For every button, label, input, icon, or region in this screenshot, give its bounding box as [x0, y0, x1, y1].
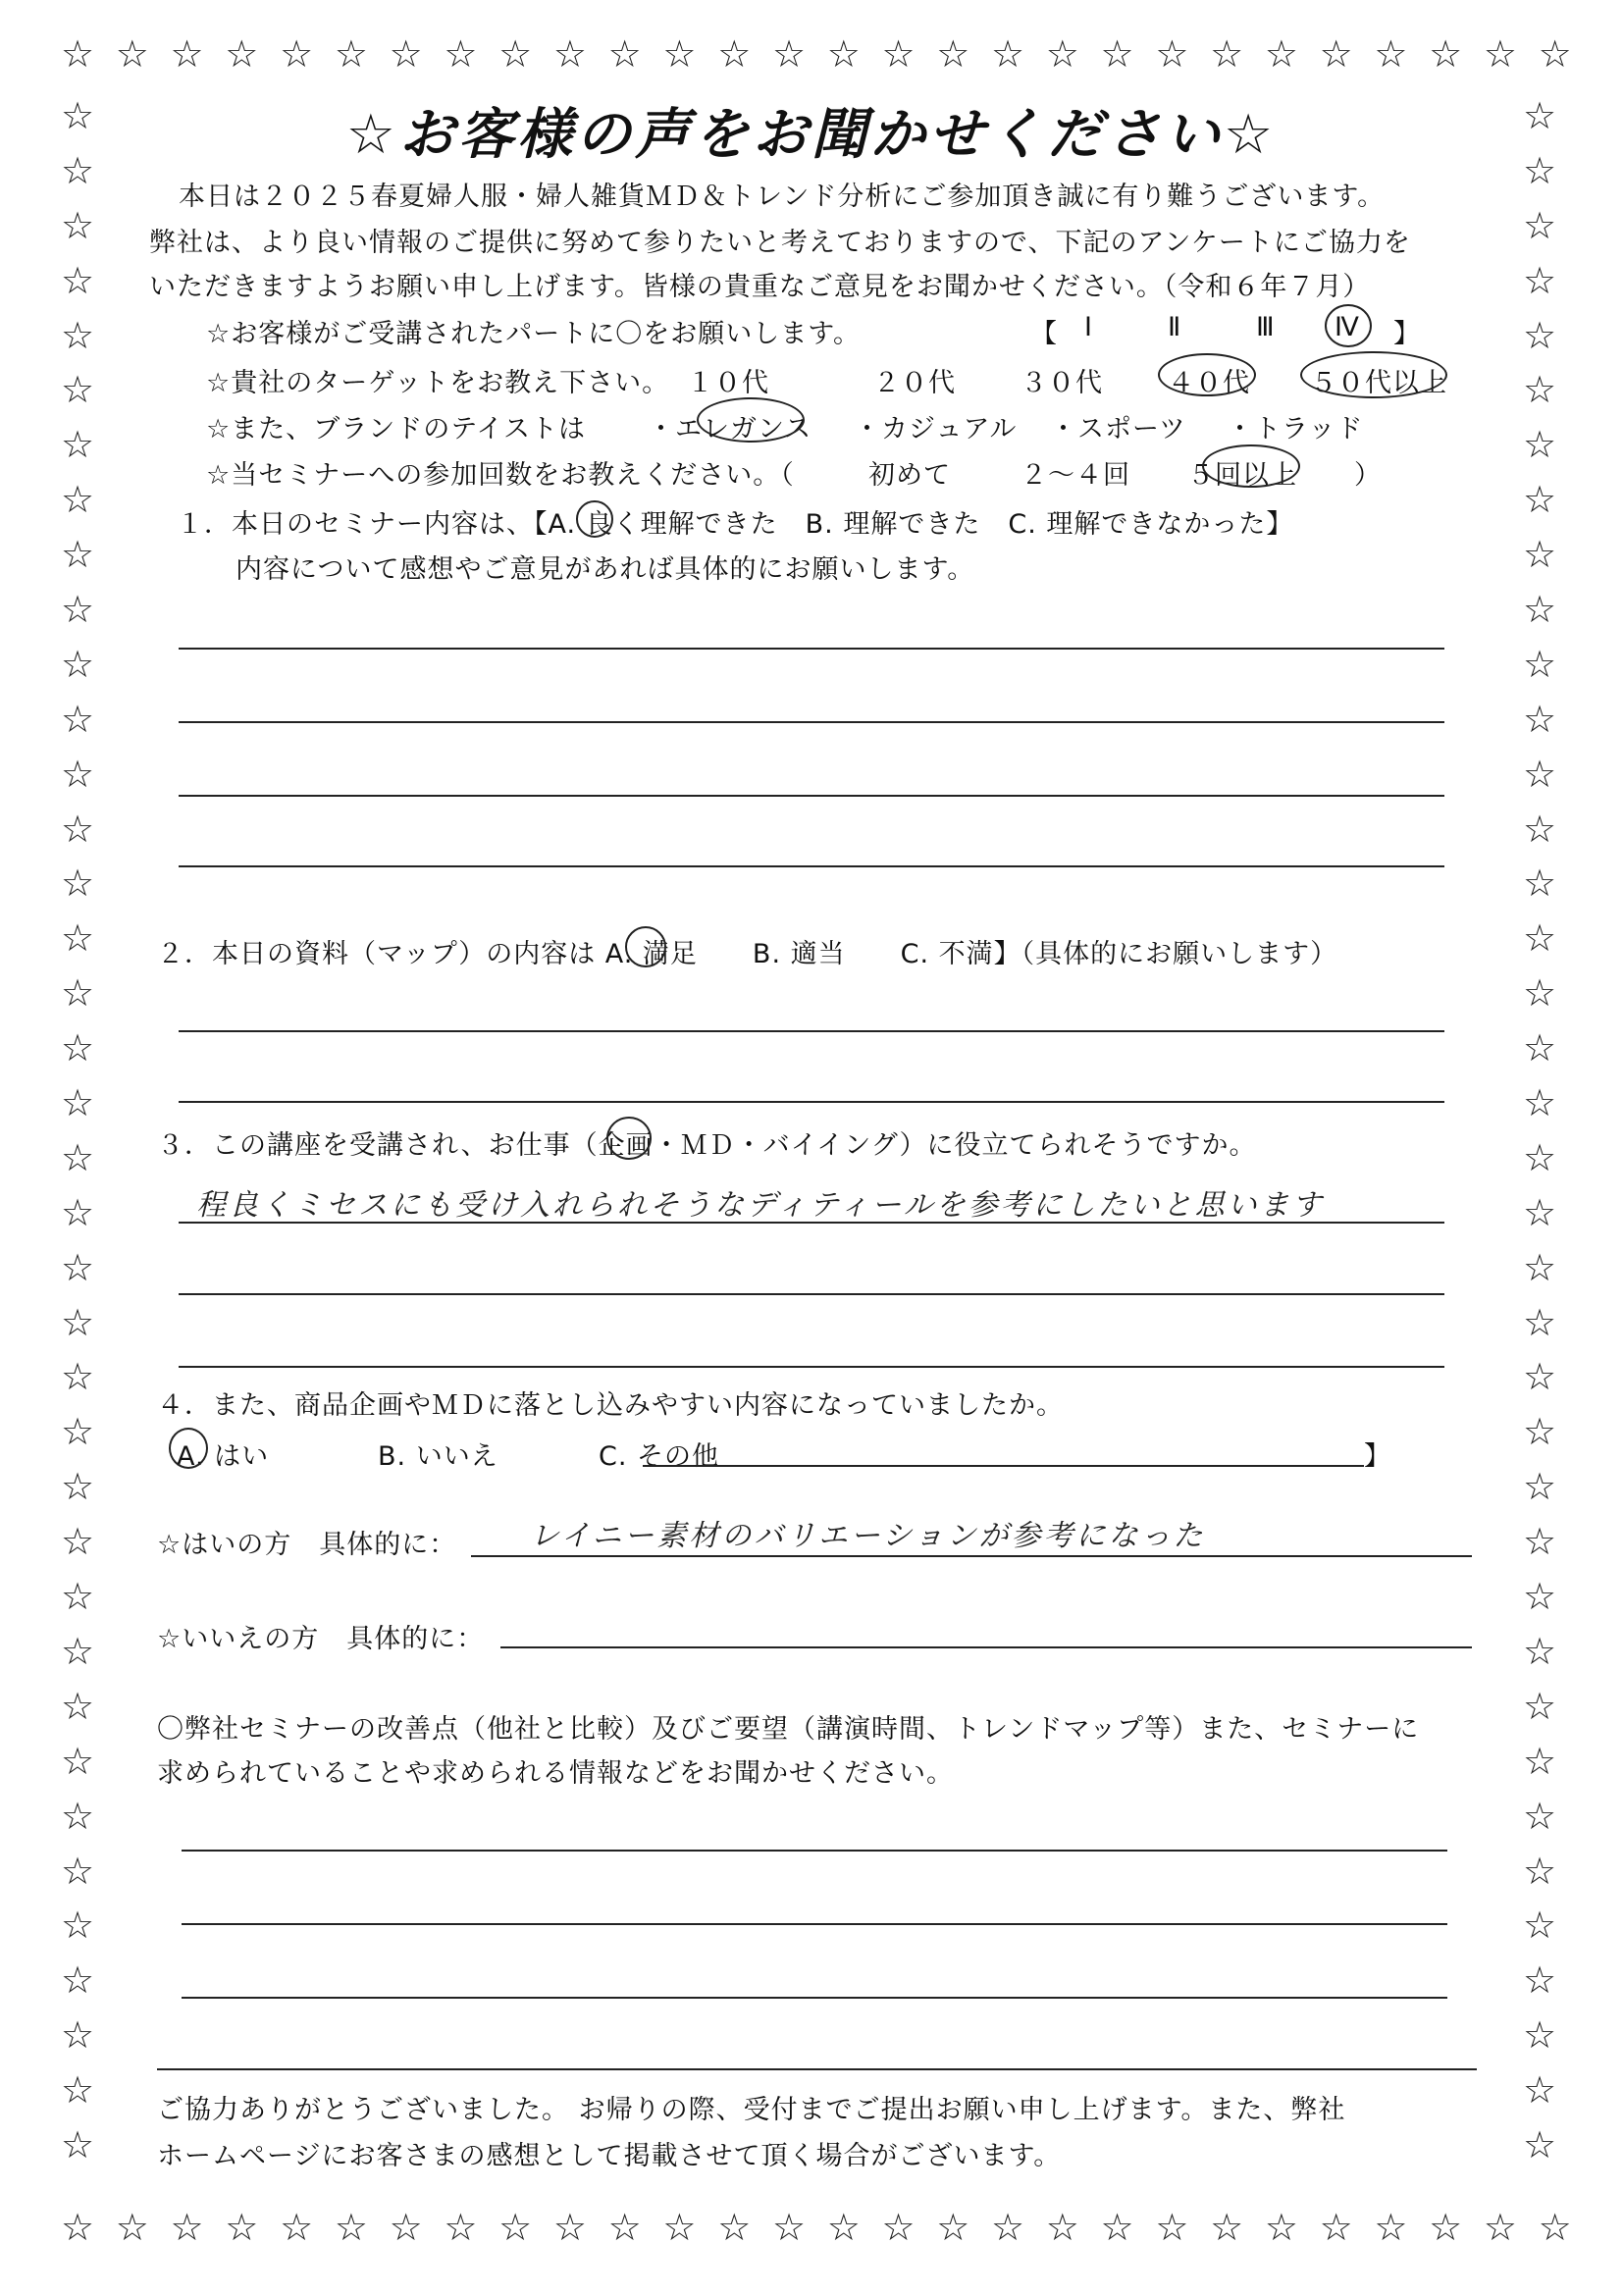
yes-detail-handwritten-answer: レイニー素材のバリエーションが参考になった: [530, 1519, 1206, 1553]
target-option-40s[interactable]: ４０代: [1168, 368, 1250, 398]
star-border-icon: ☆: [61, 1245, 95, 1289]
star-border-icon: ☆: [1523, 258, 1557, 302]
star-border-icon: ☆: [61, 1190, 95, 1234]
star-border-icon: ☆: [607, 32, 642, 76]
star-border-icon: ☆: [61, 2013, 95, 2058]
star-border-icon: ☆: [61, 642, 95, 686]
star-border-icon: ☆: [389, 2206, 423, 2249]
footer-divider: [157, 2068, 1477, 2070]
star-border-icon: ☆: [115, 2206, 149, 2249]
q1-answer-line-3[interactable]: [179, 795, 1444, 797]
part-close-bracket: 】: [1393, 319, 1421, 349]
star-border-icon: ☆: [881, 2206, 916, 2249]
improvement-answer-line-2[interactable]: [182, 1923, 1447, 1925]
star-border-icon: ☆: [1523, 1135, 1557, 1179]
part-selected-circle: [1325, 304, 1372, 347]
star-border-icon: ☆: [662, 2206, 697, 2249]
star-border-icon: ☆: [170, 32, 204, 76]
star-border-icon: ☆: [1523, 1245, 1557, 1289]
star-border-icon: ☆: [1523, 1465, 1557, 1509]
star-border-icon: ☆: [61, 1575, 95, 1619]
star-border-icon: ☆: [1523, 2013, 1557, 2058]
star-border-icon: ☆: [1264, 32, 1298, 76]
star-border-icon: ☆: [61, 1135, 95, 1179]
star-border-icon: ☆: [1538, 32, 1572, 76]
star-border-icon: ☆: [1045, 32, 1079, 76]
star-border-icon: ☆: [1523, 203, 1557, 247]
star-border-icon: ☆: [1210, 2206, 1244, 2249]
improvement-answer-line-3[interactable]: [182, 1997, 1447, 1999]
star-border-icon: ☆: [1523, 1629, 1557, 1673]
star-border-icon: ☆: [61, 1849, 95, 1893]
star-border-icon: ☆: [61, 203, 95, 247]
star-border-icon: ☆: [1523, 2068, 1557, 2113]
star-border-icon: ☆: [444, 2206, 478, 2249]
star-border-icon: ☆: [1523, 807, 1557, 851]
star-border-icon: ☆: [61, 258, 95, 302]
target-40s-circle: [1158, 353, 1256, 396]
star-border-icon: ☆: [1523, 1575, 1557, 1619]
star-border-icon: ☆: [1374, 2206, 1408, 2249]
star-border-icon: ☆: [61, 1081, 95, 1125]
star-border-icon: ☆: [61, 423, 95, 467]
taste-option-trad[interactable]: ・トラッド: [1227, 414, 1364, 444]
taste-selected-circle: [697, 397, 805, 443]
star-border-icon: ☆: [936, 32, 970, 76]
q4-close: 】: [1364, 1441, 1391, 1472]
q3-answer-line-3[interactable]: [179, 1366, 1444, 1368]
q4-label: ４．また、商品企画やＭＤに落とし込みやすい内容になっていましたか。: [157, 1390, 1064, 1421]
star-border-icon: ☆: [61, 2206, 95, 2249]
star-border-icon: ☆: [1429, 2206, 1463, 2249]
star-border-icon: ☆: [225, 2206, 259, 2249]
star-border-icon: ☆: [61, 861, 95, 906]
part-option-2[interactable]: Ⅱ: [1168, 312, 1182, 342]
star-border-icon: ☆: [771, 32, 807, 76]
star-border-icon: ☆: [1523, 1849, 1557, 1893]
star-border-icon: ☆: [1483, 2206, 1517, 2249]
star-border-icon: ☆: [1374, 32, 1408, 76]
star-border-icon: ☆: [61, 1684, 95, 1728]
star-border-icon: ☆: [717, 32, 752, 76]
star-border-icon: ☆: [61, 1410, 95, 1454]
star-border-icon: ☆: [61, 1465, 95, 1509]
star-border-icon: ☆: [61, 1520, 95, 1564]
no-detail-label: ☆いいえの方 具体的に：: [157, 1624, 485, 1654]
no-detail-line[interactable]: [500, 1646, 1472, 1648]
star-border-icon: ☆: [1523, 533, 1557, 577]
star-border-icon: ☆: [61, 1794, 95, 1838]
star-border-icon: ☆: [280, 2206, 314, 2249]
star-border-icon: ☆: [61, 752, 95, 796]
part-option-1[interactable]: Ⅰ: [1084, 312, 1093, 342]
star-border-icon: ☆: [444, 32, 478, 76]
star-border-icon: ☆: [61, 478, 95, 522]
star-border-icon: ☆: [662, 32, 697, 76]
q3-selected-circle: [606, 1117, 652, 1160]
star-border-icon: ☆: [61, 313, 95, 357]
star-border-icon: ☆: [61, 1958, 95, 2003]
target-option-30s[interactable]: ３０代: [1021, 368, 1103, 398]
q2-answer-line-2[interactable]: [179, 1101, 1444, 1103]
top-star-border: [61, 34, 1572, 74]
star-border-icon: ☆: [1523, 697, 1557, 741]
star-border-icon: ☆: [61, 1355, 95, 1399]
star-border-icon: ☆: [1523, 642, 1557, 686]
star-border-icon: ☆: [717, 2206, 752, 2249]
yes-detail-line[interactable]: [471, 1555, 1472, 1557]
star-border-icon: ☆: [1523, 1520, 1557, 1564]
star-border-icon: ☆: [1100, 32, 1134, 76]
star-border-icon: ☆: [1523, 94, 1557, 137]
part-option-3[interactable]: Ⅲ: [1256, 312, 1276, 342]
bottom-star-border: [61, 2208, 1572, 2247]
star-border-icon: ☆: [1523, 1958, 1557, 2003]
star-border-icon: ☆: [498, 32, 533, 76]
star-border-icon: ☆: [1155, 32, 1189, 76]
q4-option-b[interactable]: B. いいえ: [378, 1441, 498, 1472]
page-title: ☆お客様の声をお聞かせください☆: [345, 103, 1278, 167]
star-border-icon: ☆: [991, 32, 1025, 76]
star-border-icon: ☆: [61, 588, 95, 632]
star-border-icon: ☆: [1523, 148, 1557, 192]
star-border-icon: ☆: [61, 2122, 95, 2166]
q3-answer-line-2[interactable]: [179, 1293, 1444, 1295]
target-option-10s[interactable]: １０代: [687, 368, 769, 398]
q4-option-c[interactable]: C. その他: [599, 1441, 720, 1472]
star-border-icon: ☆: [61, 533, 95, 577]
star-border-icon: ☆: [1523, 313, 1557, 357]
star-border-icon: ☆: [1523, 478, 1557, 522]
q3-handwritten-answer: 程良くミセスにも受け入れられそうなディティールを参考にしたいと思います: [196, 1188, 1325, 1223]
attendance-selected-circle: [1202, 444, 1300, 488]
star-border-icon: ☆: [61, 1026, 95, 1070]
star-border-icon: ☆: [1155, 2206, 1189, 2249]
star-border-icon: ☆: [1523, 752, 1557, 796]
q1-answer-line-4[interactable]: [179, 865, 1444, 867]
q2-answer-line-1[interactable]: [179, 1030, 1444, 1032]
star-border-icon: ☆: [1523, 1904, 1557, 1948]
q1-selected-circle: [576, 500, 613, 538]
attendance-close: ）: [1354, 460, 1382, 491]
target-50s-circle: [1300, 351, 1447, 398]
q4-other-line[interactable]: [643, 1465, 1364, 1467]
star-border-icon: ☆: [334, 32, 368, 76]
star-border-icon: ☆: [61, 916, 95, 961]
star-border-icon: ☆: [1319, 2206, 1353, 2249]
q1-label: １．本日のセミナー内容は、【A. 良く理解できた B. 理解できた C. 理解できなかった】: [177, 509, 1294, 540]
taste-question: ☆また、ブランドのテイストは: [206, 414, 587, 444]
q4-option-a[interactable]: A. はい: [177, 1441, 270, 1472]
star-border-icon: ☆: [61, 148, 95, 192]
star-border-icon: ☆: [936, 2206, 970, 2249]
star-border-icon: ☆: [61, 1629, 95, 1673]
star-border-icon: ☆: [61, 807, 95, 851]
q3-label: ３．この講座を受講され、お仕事（企画・ＭＤ・バイイング）に役立てられそうですか。: [157, 1130, 1257, 1161]
star-border-icon: ☆: [1523, 1190, 1557, 1234]
q1-answer-line-1[interactable]: [179, 648, 1444, 650]
star-border-icon: ☆: [1045, 2206, 1079, 2249]
star-border-icon: ☆: [1210, 32, 1244, 76]
star-border-icon: ☆: [498, 2206, 533, 2249]
star-border-icon: ☆: [61, 32, 95, 76]
star-border-icon: ☆: [1429, 32, 1463, 76]
attendance-option-2to4[interactable]: ２～４回: [1021, 460, 1130, 491]
star-border-icon: ☆: [61, 971, 95, 1016]
intro-line-2: 弊社は、より良い情報のご提供に努めて参りたいと考えておりますので、下記のアンケートにご協力を: [149, 228, 1411, 258]
star-border-icon: ☆: [115, 32, 149, 76]
star-border-icon: ☆: [1264, 2206, 1298, 2249]
attendance-question: ☆当セミナーへの参加回数をお教えください。（: [206, 460, 795, 491]
star-border-icon: ☆: [1523, 588, 1557, 632]
part-option-4[interactable]: Ⅳ: [1335, 312, 1360, 342]
star-border-icon: ☆: [334, 2206, 368, 2249]
taste-option-sports[interactable]: ・スポーツ: [1050, 414, 1186, 444]
footer-line-1: ご協力ありがとうございました。 お帰りの際、受付までご提出お願い申し上げます。また、弊社: [157, 2095, 1346, 2125]
improvement-answer-line-1[interactable]: [182, 1850, 1447, 1852]
star-border-icon: ☆: [1523, 2122, 1557, 2166]
star-border-icon: ☆: [1523, 971, 1557, 1016]
q2-selected-circle: [625, 926, 666, 967]
q4-selected-circle: [169, 1428, 208, 1469]
footer-line-2: ホームページにお客さまの感想として掲載させて頂く場合がございます。: [157, 2141, 1062, 2171]
star-border-icon: ☆: [881, 32, 916, 76]
attendance-option-5plus[interactable]: ５回以上: [1187, 460, 1297, 491]
star-border-icon: ☆: [552, 32, 587, 76]
intro-line-3: いただきますようお願い申し上げます。皆様の貴重なご意見をお聞かせください。（令和６年７月）: [149, 272, 1371, 302]
star-border-icon: ☆: [61, 1739, 95, 1783]
star-border-icon: ☆: [826, 2206, 861, 2249]
star-border-icon: ☆: [61, 94, 95, 137]
q1-answer-line-2[interactable]: [179, 721, 1444, 723]
target-option-20s[interactable]: ２０代: [873, 368, 956, 398]
star-border-icon: ☆: [1523, 1684, 1557, 1728]
star-border-icon: ☆: [61, 368, 95, 412]
star-border-icon: ☆: [991, 2206, 1025, 2249]
q1-sub: 内容について感想やご意見があれば具体的にお願いします。: [236, 554, 975, 585]
star-border-icon: ☆: [1523, 861, 1557, 906]
star-border-icon: ☆: [1538, 2206, 1572, 2249]
part-open-bracket: 【: [1030, 319, 1058, 349]
taste-option-elegance[interactable]: ・エレガンス: [648, 414, 812, 444]
star-border-icon: ☆: [1100, 2206, 1134, 2249]
improvement-line-2: 求められていることや求められる情報などをお聞かせください。: [157, 1758, 954, 1789]
star-border-icon: ☆: [1483, 32, 1517, 76]
star-border-icon: ☆: [389, 32, 423, 76]
star-border-icon: ☆: [1523, 1081, 1557, 1125]
q2-label: ２．本日の資料（マップ）の内容は A. 満足 B. 適当 C. 不満】（具体的にお願いします）: [157, 939, 1338, 969]
star-border-icon: ☆: [280, 32, 314, 76]
star-border-icon: ☆: [771, 2206, 807, 2249]
right-star-border: [1523, 96, 1556, 2165]
star-border-icon: ☆: [1523, 1026, 1557, 1070]
q3-answer-line-1[interactable]: [179, 1222, 1444, 1224]
star-border-icon: ☆: [225, 32, 259, 76]
star-border-icon: ☆: [1319, 32, 1353, 76]
star-border-icon: ☆: [552, 2206, 587, 2249]
star-border-icon: ☆: [170, 2206, 204, 2249]
star-border-icon: ☆: [1523, 1739, 1557, 1783]
star-border-icon: ☆: [61, 697, 95, 741]
yes-detail-label: ☆はいの方 具体的に：: [157, 1530, 457, 1560]
star-border-icon: ☆: [826, 32, 861, 76]
star-border-icon: ☆: [1523, 916, 1557, 961]
star-border-icon: ☆: [607, 2206, 642, 2249]
star-border-icon: ☆: [61, 1300, 95, 1344]
star-border-icon: ☆: [1523, 1355, 1557, 1399]
target-option-50s[interactable]: ５０代以上: [1310, 368, 1447, 398]
star-border-icon: ☆: [61, 1904, 95, 1948]
left-star-border: [61, 96, 94, 2165]
star-border-icon: ☆: [1523, 368, 1557, 412]
star-border-icon: ☆: [61, 2068, 95, 2113]
taste-option-casual[interactable]: ・カジュアル: [854, 414, 1018, 444]
part-question: ☆お客様がご受講されたパートに〇をお願いします。: [206, 319, 862, 349]
attendance-option-first[interactable]: 初めて: [868, 460, 951, 491]
star-border-icon: ☆: [1523, 1410, 1557, 1454]
target-question: ☆貴社のターゲットをお教え下さい。: [206, 368, 670, 398]
star-border-icon: ☆: [1523, 1300, 1557, 1344]
star-border-icon: ☆: [1523, 423, 1557, 467]
improvement-line-1: 〇弊社セミナーの改善点（他社と比較）及びご要望（講演時間、トレンドマップ等）また、セミナーに: [157, 1714, 1420, 1745]
star-border-icon: ☆: [1523, 1794, 1557, 1838]
intro-line-1: 本日は２０２５春夏婦人服・婦人雑貨ＭＤ＆トレンド分析にご参加頂き誠に有り難うございます。: [179, 182, 1386, 212]
